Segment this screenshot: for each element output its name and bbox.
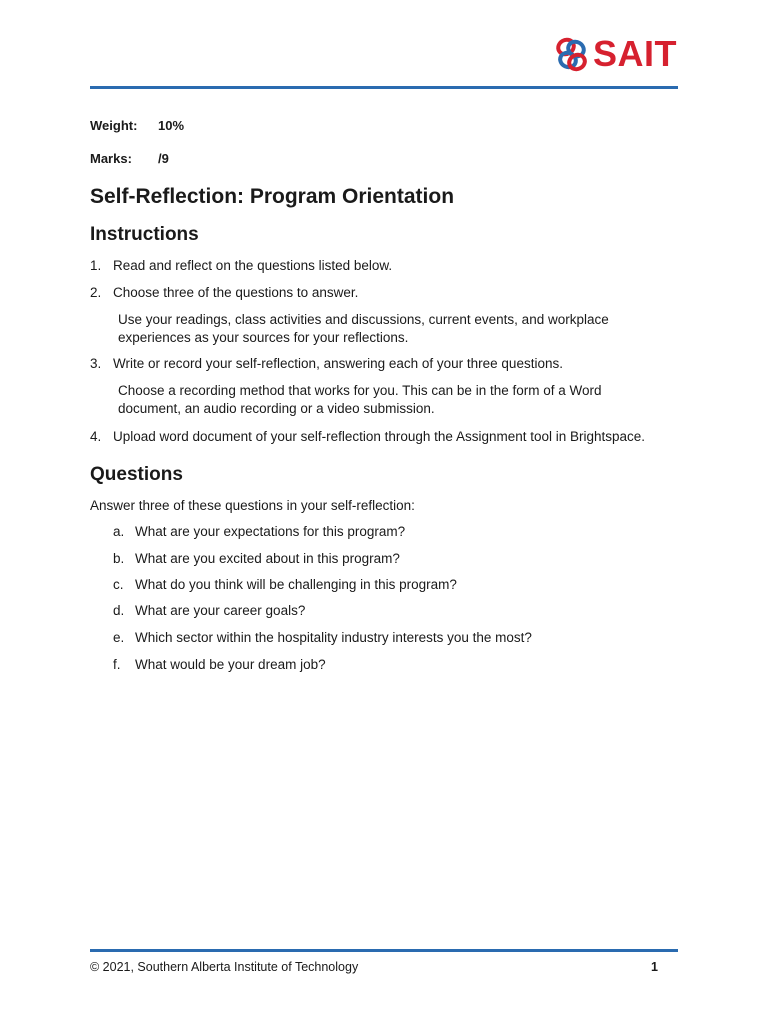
weight-row bbox=[90, 118, 184, 133]
footer-divider bbox=[90, 949, 678, 952]
question-text: What are your expectations for this program? bbox=[135, 524, 406, 539]
page-title: Self-Reflection: Program Orientation bbox=[90, 185, 455, 208]
instruction-text: Upload word document of your self-reflection through the Assignment tool in Brightspace. bbox=[113, 429, 646, 444]
instruction-number: 4. bbox=[90, 429, 102, 444]
instruction-item bbox=[90, 257, 392, 275]
sait-logo bbox=[555, 34, 677, 74]
marks-value: /9 bbox=[158, 151, 169, 166]
question-item bbox=[113, 657, 326, 672]
instruction-text: Choose three of the questions to answer. bbox=[113, 285, 359, 300]
marks-label: Marks: bbox=[90, 151, 132, 166]
question-item bbox=[113, 524, 405, 539]
instruction-number: 1. bbox=[90, 258, 102, 273]
question-letter: d. bbox=[113, 603, 125, 618]
question-text: What do you think will be challenging in this program? bbox=[135, 577, 457, 592]
instruction-number: 3. bbox=[90, 356, 102, 371]
weight-label: Weight: bbox=[90, 118, 138, 133]
header-divider bbox=[90, 86, 678, 89]
questions-intro: Answer three of these questions in your self-reflection: bbox=[90, 498, 415, 513]
weight-value: 10% bbox=[158, 118, 185, 133]
instruction-text: Read and reflect on the questions listed below. bbox=[113, 258, 393, 273]
instruction-note: Use your readings, class activities and discussions, current events, and workplace experiences as your sources for your reflections. bbox=[118, 312, 609, 345]
question-letter: b. bbox=[113, 551, 125, 566]
question-letter: f. bbox=[113, 657, 121, 672]
instruction-text: Write or record your self-reflection, answering each of your three questions. bbox=[113, 356, 563, 371]
instruction-item bbox=[90, 284, 358, 302]
question-item bbox=[113, 630, 532, 645]
instruction-number: 2. bbox=[90, 285, 102, 300]
page-number: 1 bbox=[651, 960, 658, 974]
instructions-heading: Instructions bbox=[90, 224, 199, 245]
logo-text: SAIT bbox=[593, 33, 678, 74]
marks-row bbox=[90, 151, 169, 166]
question-letter: c. bbox=[113, 577, 124, 592]
interlocking-rings-icon bbox=[555, 35, 589, 73]
question-letter: a. bbox=[113, 524, 125, 539]
instruction-item bbox=[90, 355, 563, 373]
question-text: Which sector within the hospitality industry interests you the most? bbox=[135, 630, 532, 645]
question-letter: e. bbox=[113, 630, 125, 645]
questions-heading: Questions bbox=[90, 464, 183, 485]
footer-copyright: © 2021, Southern Alberta Institute of Technology bbox=[90, 960, 359, 974]
instruction-note: Choose a recording method that works for you. This can be in the form of a Word document, an audio recording or a video submission. bbox=[118, 383, 602, 416]
question-item bbox=[113, 577, 457, 592]
question-text: What are you excited about in this program? bbox=[135, 551, 400, 566]
question-text: What would be your dream job? bbox=[135, 657, 326, 672]
instruction-item bbox=[90, 428, 645, 446]
question-item bbox=[113, 551, 400, 566]
question-text: What are your career goals? bbox=[135, 603, 306, 618]
question-item bbox=[113, 603, 305, 618]
